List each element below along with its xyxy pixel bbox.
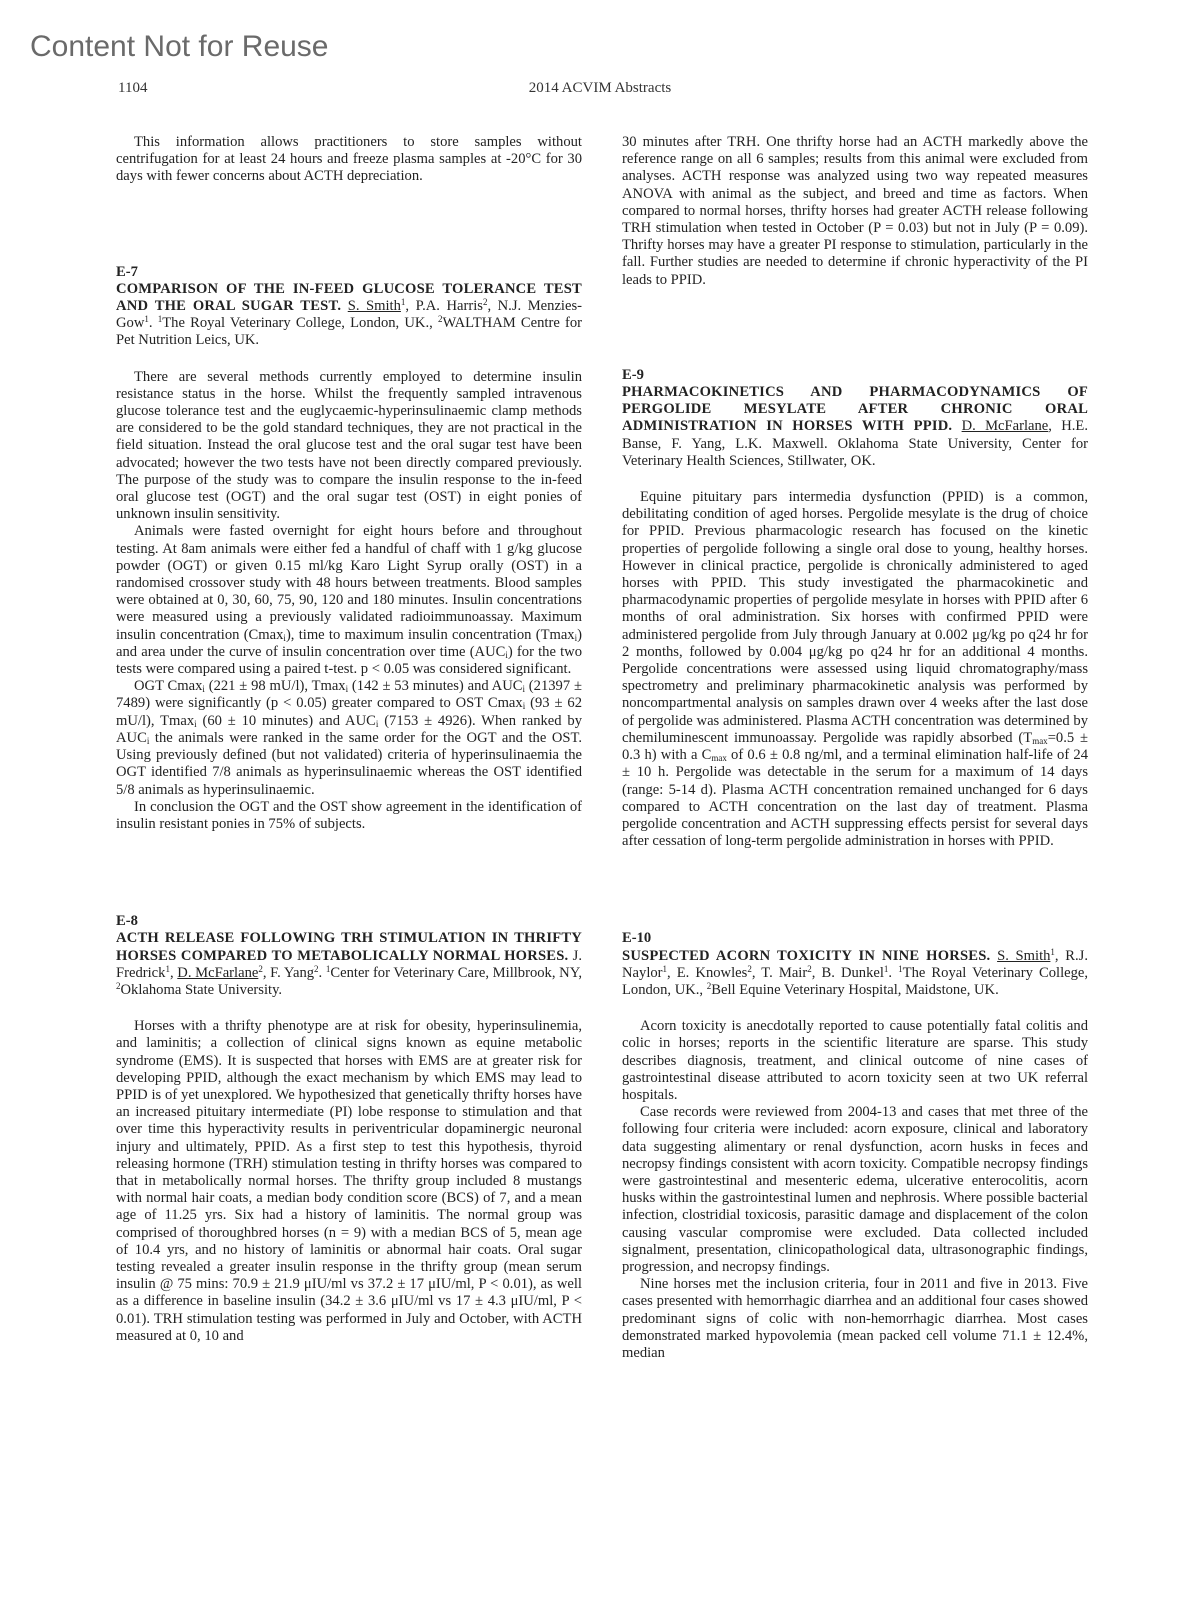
author-sup: 2 xyxy=(314,963,319,974)
author-sup: 2 xyxy=(747,963,752,974)
author: , T. Mair xyxy=(751,964,808,981)
author-sup: 2 xyxy=(482,297,488,308)
author: , P.A. Harris xyxy=(405,298,483,315)
affil-sup: 1 xyxy=(157,314,163,325)
abstract-e7 xyxy=(116,264,582,834)
author: , N.J. Menzies-Gow xyxy=(116,298,582,332)
author-sup: 1 xyxy=(400,297,406,308)
presenting-author: D. McFarlane xyxy=(961,418,1049,435)
affiliation: Center for Veterinary Care, Millbrook, NY, xyxy=(330,964,583,981)
abstract-title: PHARMACOKINETICS AND PHARMACODYNAMICS OF PERGOLIDE MESYLATE AFTER CHRONIC ORAL ADMINISTRATION IN HORSES WITH PPID. xyxy=(622,384,1088,435)
author-sup: 2 xyxy=(807,963,812,974)
abstract-title: COMPARISON OF THE IN-FEED GLUCOSE TOLERANCE TEST AND THE ORAL SUGAR TEST. xyxy=(116,280,582,315)
body-paragraph: In conclusion the OGT and the OST show agreement in the identification of insulin resistant ponies in 75% of subjects. xyxy=(116,798,582,832)
affiliation: Bell Equine Veterinary Hospital, Maidstone, UK. xyxy=(711,981,999,998)
abstract-id: E-7 xyxy=(116,263,138,280)
abstract-title: SUSPECTED ACORN TOXICITY IN NINE HORSES. xyxy=(622,947,991,964)
affiliation: Oklahoma State University. xyxy=(120,981,283,998)
abstract-e10 xyxy=(622,930,1088,1362)
affil-sup: 1 xyxy=(898,963,903,974)
affil-sup: 2 xyxy=(116,980,121,991)
body-paragraph: Animals were fasted overnight for eight hours before and throughout testing. At 8am animals were either fed a handful of chaff with 1 g/kg glucose powder (OGT) or given 0.15 ml/kg Karo Light Syrup orally (OST) in a randomised crossover study with 48 hours between treatments. Blood samples were obtained at 0, 30, 60, 75, 90, 120 and 180 minutes. Insulin concentrations were measured using a previously validated radioimmunoassay. Maximum insulin concentration (Cmax$_i$), time to maximum insulin concentration (Tmax$_i$) and area under the curve of insulin concentration over time $(AUC_i)$ for the two tests were compared using a paired t-test. p < 0.05 was considered significant. xyxy=(116,523,582,678)
abstract-header xyxy=(622,384,1088,470)
abstract-header: ACTH RELEASE FOLLOWING TRH STIMULATION IN THRIFTY HORSES COMPARED TO METABOLICALLY NORMAL HORSES. J. Fredrick$^1$, D. McFarlane$^2$, F. Yang$^2$. $^1$Center for Veterinary Care, Millbrook, NY, $^2$Oklahoma State University. xyxy=(116,930,583,998)
author: , F. Yang xyxy=(262,964,315,981)
affil-sup: 2 xyxy=(437,314,443,325)
body-paragraph: Nine horses met the inclusion criteria, four in 2011 and five in 2013. Five cases presented with hemorrhagic diarrhea and an additional four cases showed predominant signs of colic with non-hemorrhagic diarrhea. Most cases demonstrated marked hypovolemia (mean packed cell volume 71.1 ± 12.4%, median xyxy=(622,1276,1088,1361)
abstract-id: E-8 xyxy=(116,913,138,930)
author-sup: 1 xyxy=(883,963,889,974)
body-paragraph: Acorn toxicity is anecdotally reported to cause potentially fatal colitis and colic in horses; reports in the scientific literature are sparse. This study describes diagnosis, treatment, and clinical outcome of nine cases of gastrointestinal disease attributed to acorn toxicity seen at two UK referral hospitals. xyxy=(622,1018,1088,1103)
affiliation: The Royal Veterinary College, London, UK., xyxy=(622,964,1089,998)
body-paragraph: There are several methods currently employed to determine insulin resistance status in the horse. Whilst the frequently sampled intravenous glucose tolerance test and the euglycaemic-hyperinsulinaemic clamp methods are considered to be the gold standard techniques, they are not practical in the field situation. Instead the oral glucose test and the oral sugar test have been advocated; however the two tests have not been directly compared previously. The purpose of the study was to compare the insulin response to the in-feed oral glucose test (OGT) and the oral sugar test (OST) in eight ponies of unknown insulin sensitivity. xyxy=(116,368,582,523)
author-sup: 1 xyxy=(165,963,170,974)
affil-sup: 1 xyxy=(325,963,331,974)
affil-sup: 2 xyxy=(706,980,712,991)
page-number: 1104 xyxy=(118,80,148,96)
presenting-author: S. Smith xyxy=(347,298,401,315)
watermark: Content Not for Reuse xyxy=(30,30,329,63)
abstract-title: ACTH RELEASE FOLLOWING TRH STIMULATION IN THRIFTY HORSES COMPARED TO METABOLICALLY NORMAL HORSES. xyxy=(116,930,582,964)
abstract-id: E-9 xyxy=(622,366,644,383)
affiliation: WALTHAM Centre for Pet Nutrition Leics, UK. xyxy=(116,315,583,349)
authors-affiliation: , H.E. Banse, F. Yang, L.K. Maxwell. Oklahoma State University, Center for Veterinary Health Sciences, Stillwater, OK. xyxy=(622,418,1088,469)
author: , B. Dunkel xyxy=(811,964,884,981)
author-sup: 1 xyxy=(1050,946,1055,957)
author-sup: 2 xyxy=(258,963,263,974)
author: , R.J. Naylor xyxy=(622,947,1088,981)
continuation-paragraph: This information allows practitioners to store samples without centrifugation for at least 24 hours and freeze plasma samples at -20°C for 30 days with fewer concerns about ACTH depreciation. xyxy=(116,134,582,185)
left-column xyxy=(116,134,582,1345)
affiliation: The Royal Veterinary College, London, UK., xyxy=(162,315,438,332)
abstract-id: E-10 xyxy=(622,930,652,947)
presenting-author: S. Smith xyxy=(997,947,1051,964)
body-paragraph: Equine pituitary pars intermedia dysfunction (PPID) is a common, debilitating condition of aged horses. Pergolide mesylate is the drug of choice for PPID. Previous pharmacologic research has focused on the kinetic properties of pergolide following a single oral dose to young, healthy horses. However in clinical practice, pergolide is chronically administered to aged horses with PPID. This study investigated the pharmacokinetic and pharmacodynamic properties of pergolide mesylate in horses with PPID after 6 months of oral administration. Six horses with confirmed PPID were administered pergolide from July through January at 0.002 μg/kg po q24 hr for 2 months, followed by 0.004 μg/kg po q24 hr for an additional 4 months. Pergolide concentrations were assessed using liquid chromatography/mass spectrometry and preliminary pharmacokinetic analysis was performed by noncompartmental analysis on samples drawn over 4 weeks after the last dose of pergolide was administered. Plasma ACTH concentration was determined by chemiluminescent immunoassay. Pergolide was rapidly absorbed ($T_{max}=0.5 \pm 0.3$ h) with a $C_{max}$ of 0.6 ± 0.8 ng/ml, and a terminal elimination half-life of 24 ± 10 h. Pergolide was detectable in the serum for a maximum of 14 days (range: 5-14 d). Plasma ACTH concentration remained unchanged for 6 days compared to ACTH concentration on the last day of treatment. Plasma pergolide concentration and ACTH suppressing effects persist for several days after cessation of long-term pergolide administration in horses with PPID. xyxy=(622,489,1088,850)
running-head: 2014 ACVIM Abstracts xyxy=(528,80,672,96)
presenting-author: D. McFarlane xyxy=(177,964,259,981)
abstract-header: SUSPECTED ACORN TOXICITY IN NINE HORSES. S. Smith$^1$, R.J. Naylor$^1$, E. Knowles$^2$, T. Mair$^2$, B. Dunkel$^1$. $^1$The Royal Veterinary College, London, UK., $^2$Bell Equine Veterinary Hospital, Maidstone, UK. xyxy=(622,946,1089,998)
abstract-e9 xyxy=(622,367,1088,850)
body-paragraph: Horses with a thrifty phenotype are at risk for obesity, hyperinsulinemia, and laminitis; a collection of clinical signs known as equine metabolic syndrome (EMS). It is suspected that horses with EMS are at greater risk for developing PPID, although the exact mechanism by which EMS may lead to PPID is of yet unexplored. We hypothesized that genetically thrifty horses have an increased pituitary intermediate (PI) lobe response to stimulation and that over time this hyperactivity results in periventricular dopaminergic neuronal injury and ultimately, PPID. As a first step to test this hypothesis, thyroid releasing hormone (TRH) stimulation testing in thrifty horses was compared to that in metabolically normal horses. The thrifty group included 8 mustangs with normal hair coats, a median body condition score (BCS) of 7, and a mean age of 11.25 yrs. Six had a history of laminitis. The normal group was comprised of thoroughbred horses (n = 9) with a median BCS of 5, mean age of 10.4 yrs, and no history of laminitis or abnormal hair coats. Oral sugar testing revealed a greater insulin response in the thrifty group (mean serum insulin @ 75 mins: 70.9 ± 21.9 μIU/ml vs 37.2 ± 17 μIU/ml, P < 0.01), as well as a difference in baseline insulin (34.2 ± 3.6 μIU/ml vs 17 ± 4.3 μIU/ml, P < 0.01). TRH stimulation testing was performed in July and October, with ACTH measured at 0, 10 and xyxy=(116,1018,582,1344)
right-column xyxy=(622,134,1088,1362)
abstract-header: COMPARISON OF THE IN-FEED GLUCOSE TOLERANCE TEST AND THE ORAL SUGAR TEST. S. Smith$^1$, P.A. Harris$^2$, N.J. Menzies-Gow$^1$. $^1$The Royal Veterinary College, London, UK., $^2$WALTHAM Centre for Pet Nutrition Leics, UK. xyxy=(116,280,583,349)
author-sup: 1 xyxy=(662,963,668,974)
body-paragraph: OGT Cmax$_i$ (221 ± 98 mU/l), Tmax$_i$ (142 ± 53 minutes) and $AUC_i$ (21397 ± 7489) were significantly (p < 0.05) greater compared to OST Cmax$_i$ (93 ± 62 mU/l), Tmax$_i$ (60 ± 10 minutes) and $AUC_i$ (7153 ± 4926). When ranked by $AUC_i$ the animals were ranked in the same order for the OGT and the OST. Using previously defined (but not validated) criteria of hyperinsulinaemia the OGT identified 7/8 animals as hyperinsulinaemic whereas the OST identified 5/8 animals as hyperinsulinaemic. xyxy=(116,678,582,798)
body-paragraph: Case records were reviewed from 2004-13 and cases that met three of the following four criteria were included: acorn exposure, clinical and laboratory data suggesting alimentary or renal dysfunction, acorn husks in feces and necropsy findings consistent with acorn toxicity. Compatible necropsy findings were gastrointestinal and mesenteric edema, ulcerative enterocolitis, acorn husks within the gastrointestinal lumen and nephrosis. Where possible bacterial infection, clostridial toxicosis, parasitic damage and displacement of the colon causing vascular compromise were excluded. Data collected included signalment, presentation, clinicopathological data, ultrasonographic findings, progression, and necropsy findings. xyxy=(622,1104,1088,1275)
author: J. Fredrick xyxy=(116,947,582,981)
author-sup: 1 xyxy=(144,314,149,325)
author: , E. Knowles xyxy=(667,964,748,981)
abstract-e8 xyxy=(116,913,582,1345)
continuation-paragraph: 30 minutes after TRH. One thrifty horse had an ACTH markedly above the reference range on all 6 samples; results from this animal were excluded from analyses. ACTH response was analyzed using two way repeated measures ANOVA with animal as the subject, and breed and time as factors. When compared to normal horses, thrifty horses had greater ACTH release following TRH stimulation when tested in October (P = 0.03) but not in July (P = 0.09). Thrifty horses may have a greater PI response to stimulation, particularly in the fall. Further studies are needed to determine if chronic hyperactivity of the PI leads to PPID. xyxy=(622,134,1088,288)
